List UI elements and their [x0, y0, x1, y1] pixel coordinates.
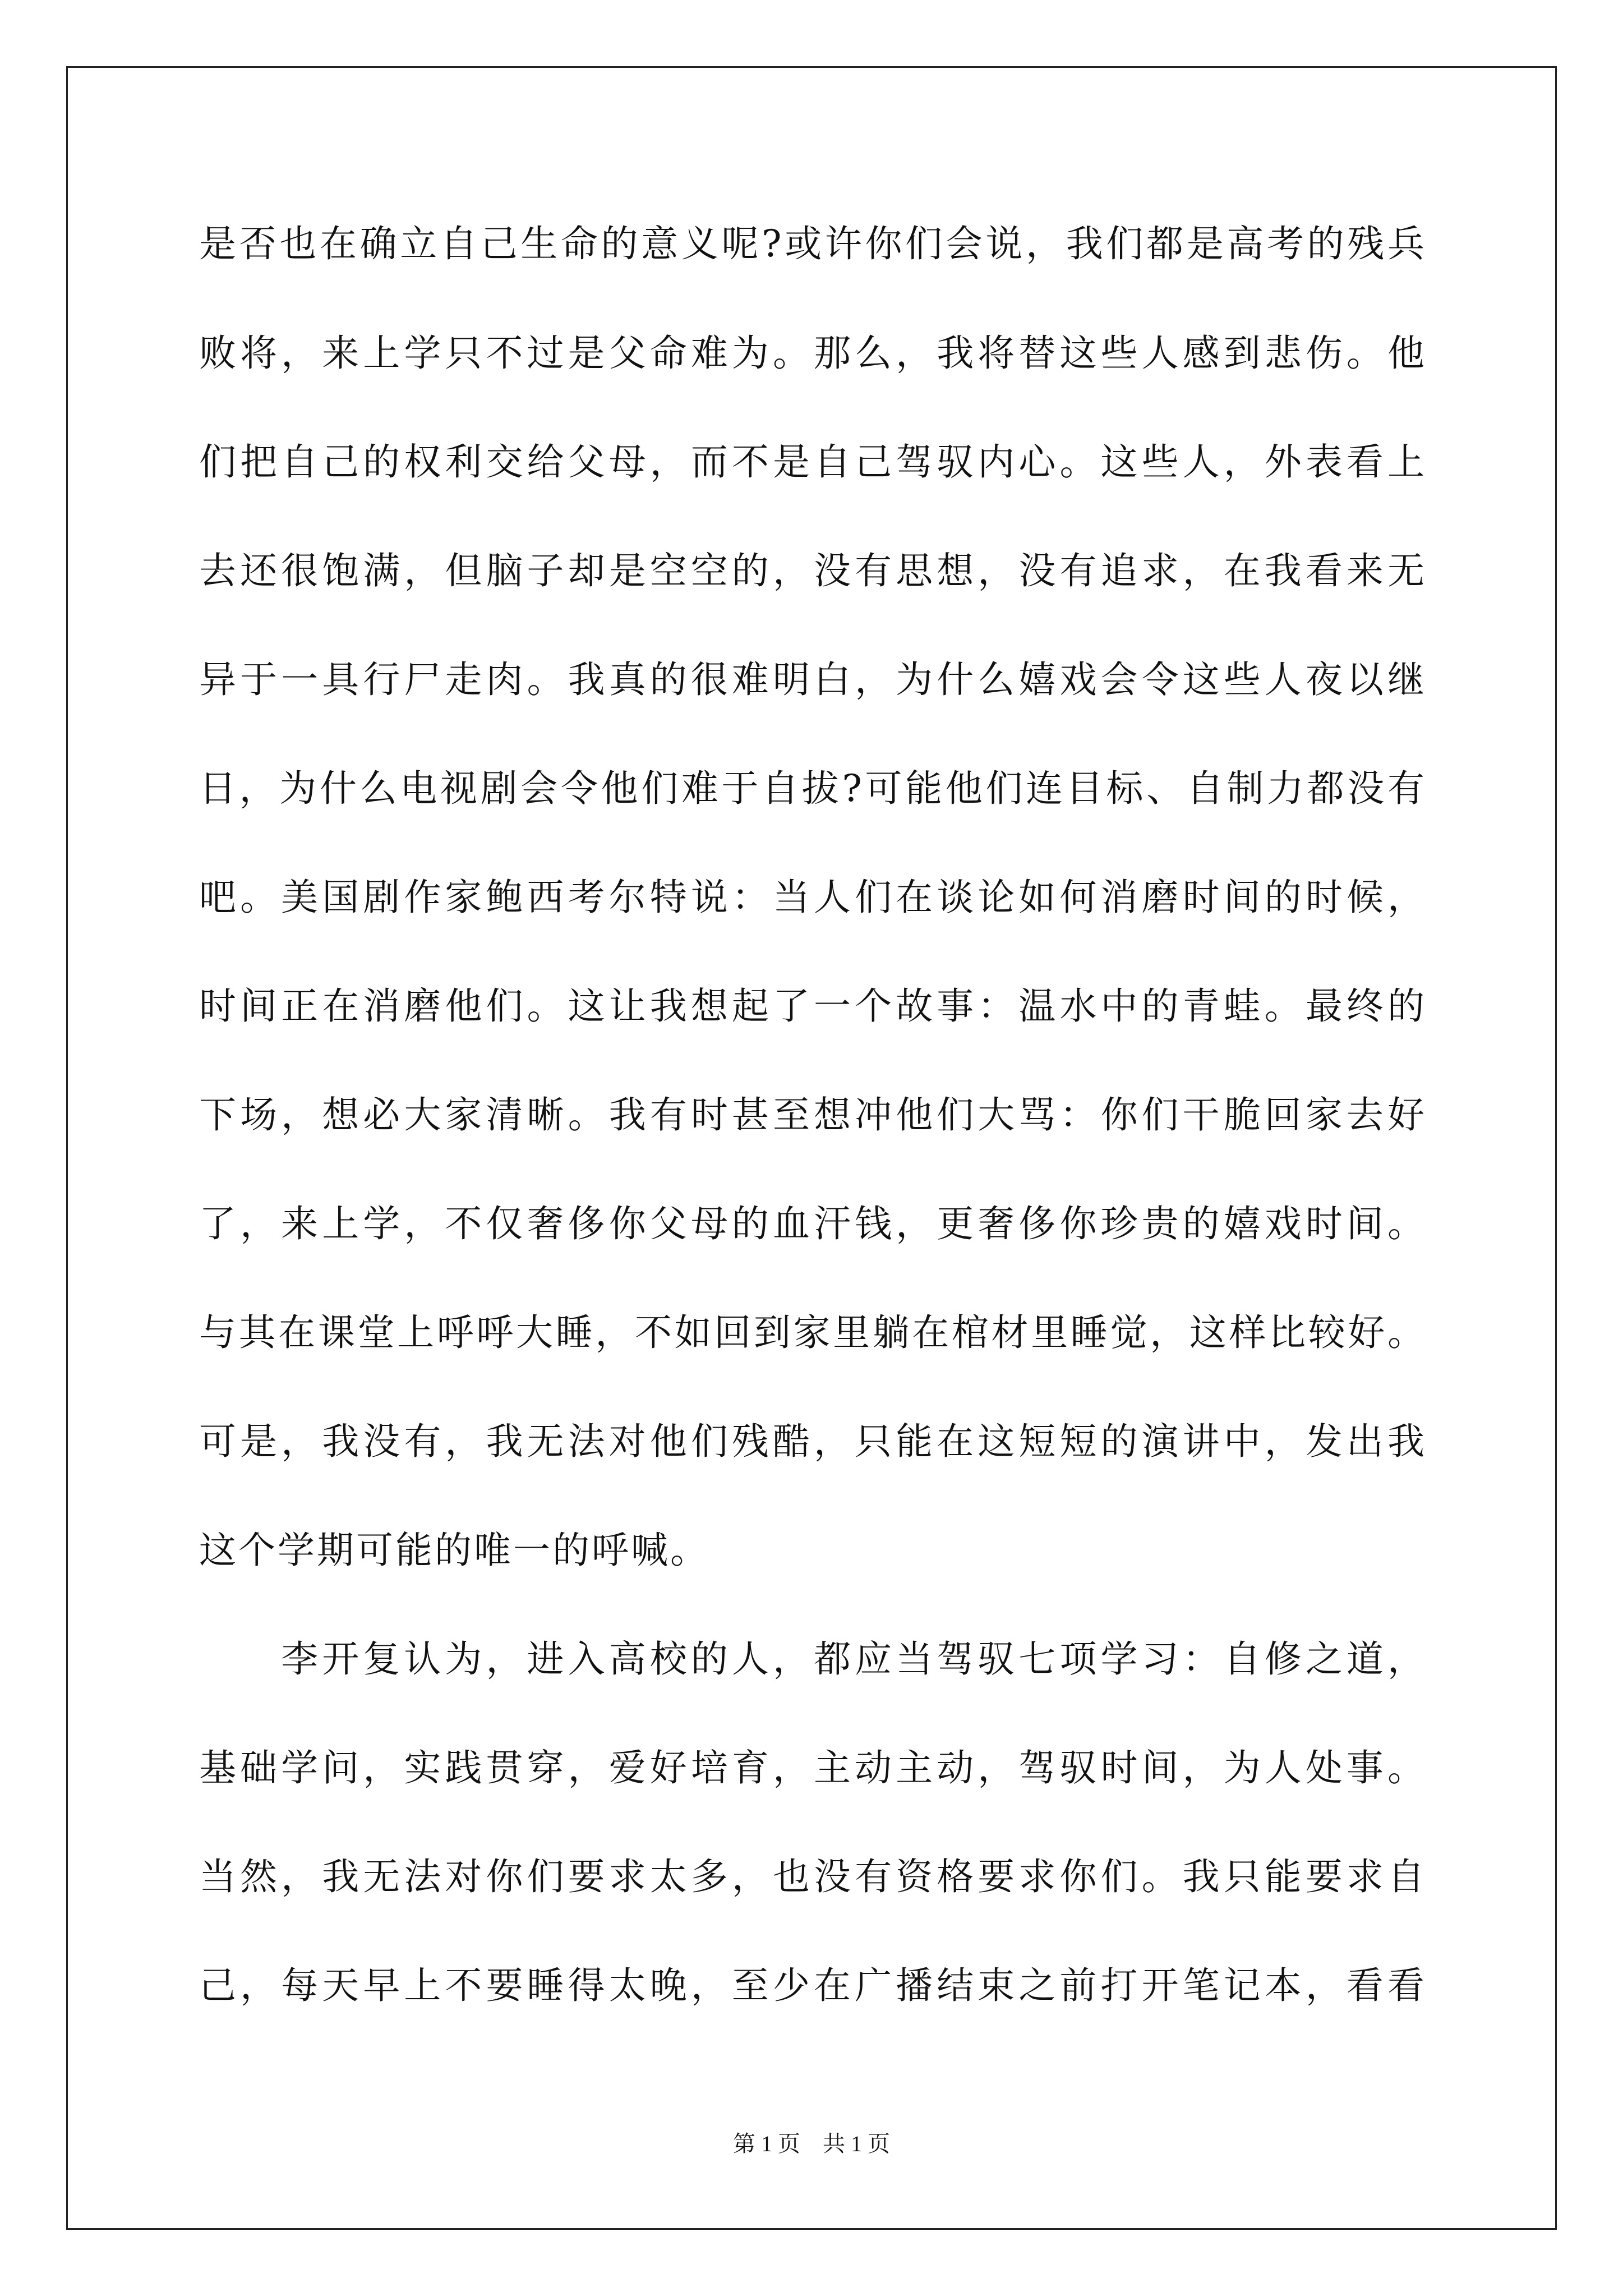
text-line-16: 当然，我无法对你们要求太多，也没有资格要求你们。我只能要求自	[199, 1855, 1424, 1898]
text-line-11: 与其在课堂上呼呼大睡，不如回到家里躺在棺材里睡觉，这样比较好。	[199, 1311, 1424, 1354]
text-line-17: 己，每天早上不要睡得太晚，至少在广播结束之前打开笔记本，看看	[199, 1964, 1424, 2007]
text-line-14: 李开复认为，进入高校的人，都应当驾驭七项学习：自修之道，	[199, 1637, 1424, 1681]
page-number-footer: 第 1 页 共 1 页	[733, 2131, 890, 2156]
text-line-15: 基础学问，实践贯穿，爱好培育，主动主动，驾驭时间，为人处事。	[199, 1746, 1424, 1789]
text-line-5: 异于一具行尸走肉。我真的很难明白，为什么嬉戏会令这些人夜以继	[199, 658, 1424, 701]
text-line-2: 败将，来上学只不过是父命难为。那么，我将替这些人感到悲伤。他	[199, 332, 1424, 375]
text-line-9: 下场，想必大家清晰。我有时甚至想冲他们大骂：你们干脆回家去好	[199, 1093, 1424, 1137]
text-line-1: 是否也在确立自己生命的意义呢?或许你们会说，我们都是高考的残兵	[199, 222, 1424, 265]
text-line-12: 可是，我没有，我无法对他们残酷，只能在这短短的演讲中，发出我	[199, 1420, 1424, 1463]
text-line-3: 们把自己的权利交给父母，而不是自己驾驭内心。这些人，外表看上	[199, 440, 1424, 484]
text-line-7: 吧。美国剧作家鲍西考尔特说：当人们在谈论如何消磨时间的时候，	[199, 876, 1424, 919]
text-line-13: 这个学期可能的唯一的呼喊。	[199, 1529, 709, 1572]
page-border	[66, 66, 1557, 2230]
text-line-10: 了，来上学，不仅奢侈你父母的血汗钱，更奢侈你珍贵的嬉戏时间。	[199, 1202, 1424, 1245]
text-line-8: 时间正在消磨他们。这让我想起了一个故事：温水中的青蛙。最终的	[199, 984, 1424, 1028]
text-line-6: 日，为什么电视剧会令他们难于自拔?可能他们连目标、自制力都没有	[199, 767, 1424, 810]
text-line-4: 去还很饱满，但脑子却是空空的，没有思想，没有追求，在我看来无	[199, 549, 1424, 592]
